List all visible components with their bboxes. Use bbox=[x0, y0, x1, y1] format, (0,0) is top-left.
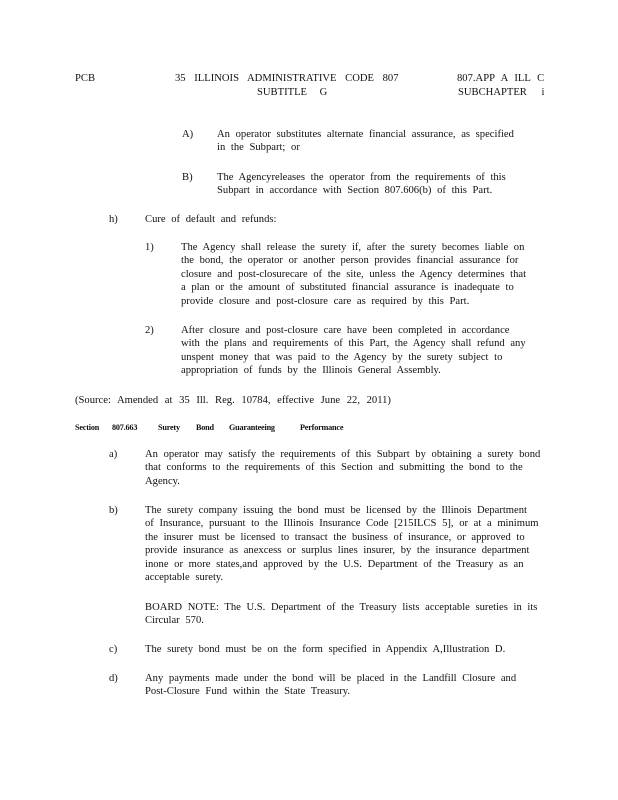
board-note: BOARD NOTE: The U.S. Department of the Treasury lists acceptable sureties in its Circular 570. bbox=[145, 602, 538, 627]
item-b-label: B) bbox=[182, 172, 193, 183]
header-subtitle: SUBTITLE G bbox=[257, 87, 328, 98]
item-h2-text: After closure and post-closure care have been completed in accordance with the plans and requirements of this Part, the Agency shall refund any unspent money that was paid to the Agency by the surety subject to appropriation of funds by the Illinois General Assembly. bbox=[181, 325, 526, 377]
section-number: 807.663 bbox=[112, 423, 138, 432]
section-item-c-label: c) bbox=[109, 644, 118, 655]
item-b-text: The Agencyreleases the operator from the requirements of this Subpart in accordance with Section 807.606(b) of this Part. bbox=[217, 172, 506, 197]
item-h1-text: The Agency shall release the surety if, after the surety becomes liable on the bond, the operator or another person provides financial assurance for closure and post-closurecare of the site, unless the Agency determines that a plan or the amount of substituted financial assurance is inadequate to provide closure and post-closure care as required by this Part. bbox=[181, 242, 527, 307]
header-subchapter: SUBCHAPTER i bbox=[458, 87, 545, 98]
section-item-a-text: An operator may satisfy the requirements of this Subpart by obtaining a surety bond that conforms to the requirements of this Section and submitting the bond to the Agency. bbox=[145, 449, 541, 487]
item-a-text: An operator substitutes alternate financial assurance, as specified in the Subpart; or bbox=[217, 129, 514, 154]
section-item-c-text: The surety bond must be on the form specified in Appendix A,Illustration D. bbox=[145, 644, 506, 655]
item-a-label: A) bbox=[182, 129, 194, 140]
item-h2-label: 2) bbox=[145, 325, 154, 336]
section-item-a-label: a) bbox=[109, 449, 118, 460]
header-agency: PCB bbox=[75, 73, 96, 84]
section-title-word-4: Performance bbox=[300, 423, 344, 432]
header-title: 35 ILLINOIS ADMINISTRATIVE CODE 807 bbox=[175, 73, 399, 84]
item-h-text: Cure of default and refunds: bbox=[145, 214, 277, 225]
section-item-b-label: b) bbox=[109, 505, 118, 516]
source-note: (Source: Amended at 35 Ill. Reg. 10784, effective June 22, 2011) bbox=[75, 395, 391, 406]
item-h1-label: 1) bbox=[145, 242, 154, 253]
header-section-ref: 807.APP A ILL C bbox=[457, 73, 545, 84]
item-h-label: h) bbox=[109, 214, 118, 225]
section-item-b-text: The surety company issuing the bond must be licensed by the Illinois Department of Insurance, pursuant to the Illinois Insurance Code [215ILCS 5], or at a minimum the insurer must be licensed to transact the business of insurance, or approved to provide insurance as anexcess or surplus lines insurer, by the insurance department inone or more states,and approved by the U.S. Department of the Treasury as an acceptable surety. bbox=[145, 505, 539, 584]
section-label: Section bbox=[75, 423, 100, 432]
section-title-word-2: Bond bbox=[196, 423, 214, 432]
section-title-word-1: Surety bbox=[158, 423, 180, 432]
section-item-d-text: Any payments made under the bond will be placed in the Landfill Closure and Post-Closure Fund within the State Treasury. bbox=[145, 673, 517, 698]
section-title-word-3: Guaranteeing bbox=[229, 423, 275, 432]
section-item-d-label: d) bbox=[109, 673, 118, 684]
